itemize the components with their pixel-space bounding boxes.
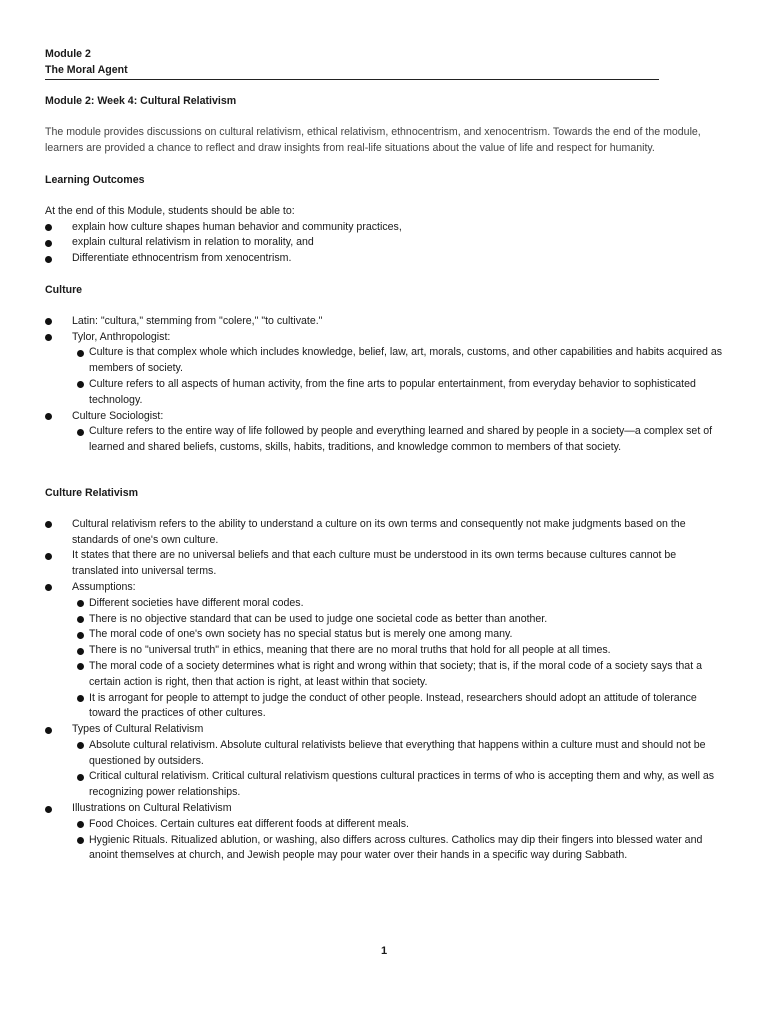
list-item: The moral code of one's own society has no special status but is merely one among many. bbox=[74, 627, 723, 643]
list-item: Cultural relativism refers to the ability to understand a culture on its own terms and consequently not make judgments based on the standards of one's own culture. bbox=[45, 517, 723, 549]
list-item: Tylor, Anthropologist: Culture is that complex whole which includes knowledge, belief, law, art, morals, customs, and other capabilities and habits acquired as members of society. Culture refers to all aspects of human activity, from the fine arts to popular entertainment, from everyday behavior to sophisticated technology. bbox=[45, 330, 723, 409]
outcomes-lead: At the end of this Module, students should be able to: bbox=[45, 204, 295, 217]
bullet-icon bbox=[77, 616, 84, 623]
types-sublist bbox=[72, 738, 723, 801]
bullet-icon bbox=[77, 695, 84, 702]
bullet-icon bbox=[77, 350, 84, 357]
list-item: Latin: "cultura," stemming from "colere," "to cultivate." bbox=[45, 314, 723, 330]
bullet-icon bbox=[45, 553, 52, 560]
list-item: Absolute cultural relativism. Absolute cultural relativists believe that everything that happens within a culture must and should not be questioned by outsiders. bbox=[74, 738, 723, 770]
page-content bbox=[45, 47, 723, 864]
bullet-icon bbox=[77, 632, 84, 639]
list-item: It states that there are no universal beliefs and that each culture must be understood in its own terms because cultures cannot be translated into universal terms. bbox=[45, 548, 723, 580]
tylor-sublist bbox=[72, 345, 723, 408]
module-subtitle: The Moral Agent bbox=[45, 63, 128, 76]
bullet-icon bbox=[77, 663, 84, 670]
bullet-icon bbox=[45, 256, 52, 263]
week-title: Module 2: Week 4: Cultural Relativism bbox=[45, 94, 237, 107]
bullet-icon bbox=[45, 806, 52, 813]
list-item: Food Choices. Certain cultures eat different foods at different meals. bbox=[74, 817, 723, 833]
page-number: 1 bbox=[380, 945, 388, 957]
list-item: Assumptions: Different societies have different moral codes. There is no objective standard that can be used to judge one societal code as better than another. The moral code of one's own society has no special status but is merely one among many. There is no "universal truth" in ethics, meaning that there are no moral truths that hold for all people at all times. The moral code of a society determines what is right and wrong within that society; that is, if the moral code of a society says that a certain action is right, then that action is right, at least within that society. It is arrogant for people to attempt to judge the conduct of other people. Instead, researchers should adopt an attitude of tolerance toward the practices of other cultures. bbox=[45, 580, 723, 722]
bullet-icon bbox=[45, 240, 52, 247]
list-item: Different societies have different moral codes. bbox=[74, 596, 723, 612]
list-item: Culture refers to the entire way of life followed by people and everything learned and shared by people in a society—a complex set of learned and shared beliefs, customs, skills, habits, traditions, and knowledge common to members of that society. bbox=[74, 424, 723, 456]
list-item: There is no "universal truth" in ethics, meaning that there are no moral truths that hold for all people at all times. bbox=[74, 643, 723, 659]
bullet-icon bbox=[45, 584, 52, 591]
list-item: Illustrations on Cultural Relativism Food Choices. Certain cultures eat different foods at different meals. Hygienic Rituals. Ritualized ablution, or washing, also differs across cultures. Catholics may dip their fingers into blessed water and anoint themselves at church, and Jewish people may pour water over their hands in a specific way during Sabbath. bbox=[45, 801, 723, 864]
outcomes-list bbox=[45, 220, 723, 267]
assumptions-sublist bbox=[72, 596, 723, 722]
list-item: The moral code of a society determines what is right and wrong within that society; that is, if the moral code of a society says that a certain action is right, then that action is right, at least within that society. bbox=[74, 659, 723, 691]
bullet-icon bbox=[77, 381, 84, 388]
culture-list bbox=[45, 314, 723, 456]
list-item: explain how culture shapes human behavior and community practices, bbox=[45, 220, 723, 236]
relativism-list bbox=[45, 517, 723, 865]
list-item: Culture Sociologist: Culture refers to the entire way of life followed by people and everything learned and shared by people in a society—a complex set of learned and shared beliefs, customs, skills, habits, traditions, and knowledge common to members of that society. bbox=[45, 409, 723, 456]
bullet-icon bbox=[45, 224, 52, 231]
list-item: Critical cultural relativism. Critical cultural relativism questions cultural practices in terms of who is accepting them and why, as well as recognizing power relationships. bbox=[74, 769, 723, 801]
bullet-icon bbox=[45, 413, 52, 420]
list-item: Hygienic Rituals. Ritualized ablution, or washing, also differs across cultures. Catholics may dip their fingers into blessed water and anoint themselves at church, and Jewish people may pour water over their hands in a specific way during Sabbath. bbox=[74, 833, 723, 865]
bullet-icon bbox=[45, 334, 52, 341]
bullet-icon bbox=[45, 727, 52, 734]
bullet-icon bbox=[45, 521, 52, 528]
bullet-icon bbox=[77, 774, 84, 781]
illustrations-sublist bbox=[72, 817, 723, 864]
list-item: Types of Cultural Relativism Absolute cultural relativism. Absolute cultural relativists believe that everything that happens within a culture must and should not be questioned by outsiders. Critical cultural relativism. Critical cultural relativism questions cultural practices in terms of who is accepting them and why, as well as recognizing power relationships. bbox=[45, 722, 723, 801]
list-item: explain cultural relativism in relation to morality, and bbox=[45, 235, 723, 251]
bullet-icon bbox=[77, 429, 84, 436]
list-item: Differentiate ethnocentrism from xenocentrism. bbox=[45, 251, 723, 267]
culture-relativism-heading: Culture Relativism bbox=[45, 486, 139, 499]
bullet-icon bbox=[77, 837, 84, 844]
list-item: There is no objective standard that can be used to judge one societal code as better than another. bbox=[74, 612, 723, 628]
bullet-icon bbox=[77, 742, 84, 749]
intro-paragraph: The module provides discussions on cultural relativism, ethical relativism, ethnocentrism, and xenocentrism. Towards the end of the module, learners are provided a chance to reflect and draw insights from real-life situations about the value of life and respect for humanity. bbox=[45, 126, 701, 155]
sociologist-sublist bbox=[72, 424, 723, 456]
list-item: It is arrogant for people to attempt to judge the conduct of other people. Instead, researchers should adopt an attitude of tolerance toward the practices of other cultures. bbox=[74, 691, 723, 723]
list-item: Culture refers to all aspects of human activity, from the fine arts to popular entertainment, from everyday behavior to sophisticated technology. bbox=[74, 377, 723, 409]
bullet-icon bbox=[77, 600, 84, 607]
bullet-icon bbox=[77, 648, 84, 655]
learning-outcomes-heading: Learning Outcomes bbox=[45, 173, 145, 186]
bullet-icon bbox=[45, 318, 52, 325]
culture-heading: Culture bbox=[45, 283, 83, 296]
bullet-icon bbox=[77, 821, 84, 828]
list-item: Culture is that complex whole which includes knowledge, belief, law, art, morals, customs, and other capabilities and habits acquired as members of society. bbox=[74, 345, 723, 377]
module-label: Module 2 bbox=[45, 48, 91, 60]
